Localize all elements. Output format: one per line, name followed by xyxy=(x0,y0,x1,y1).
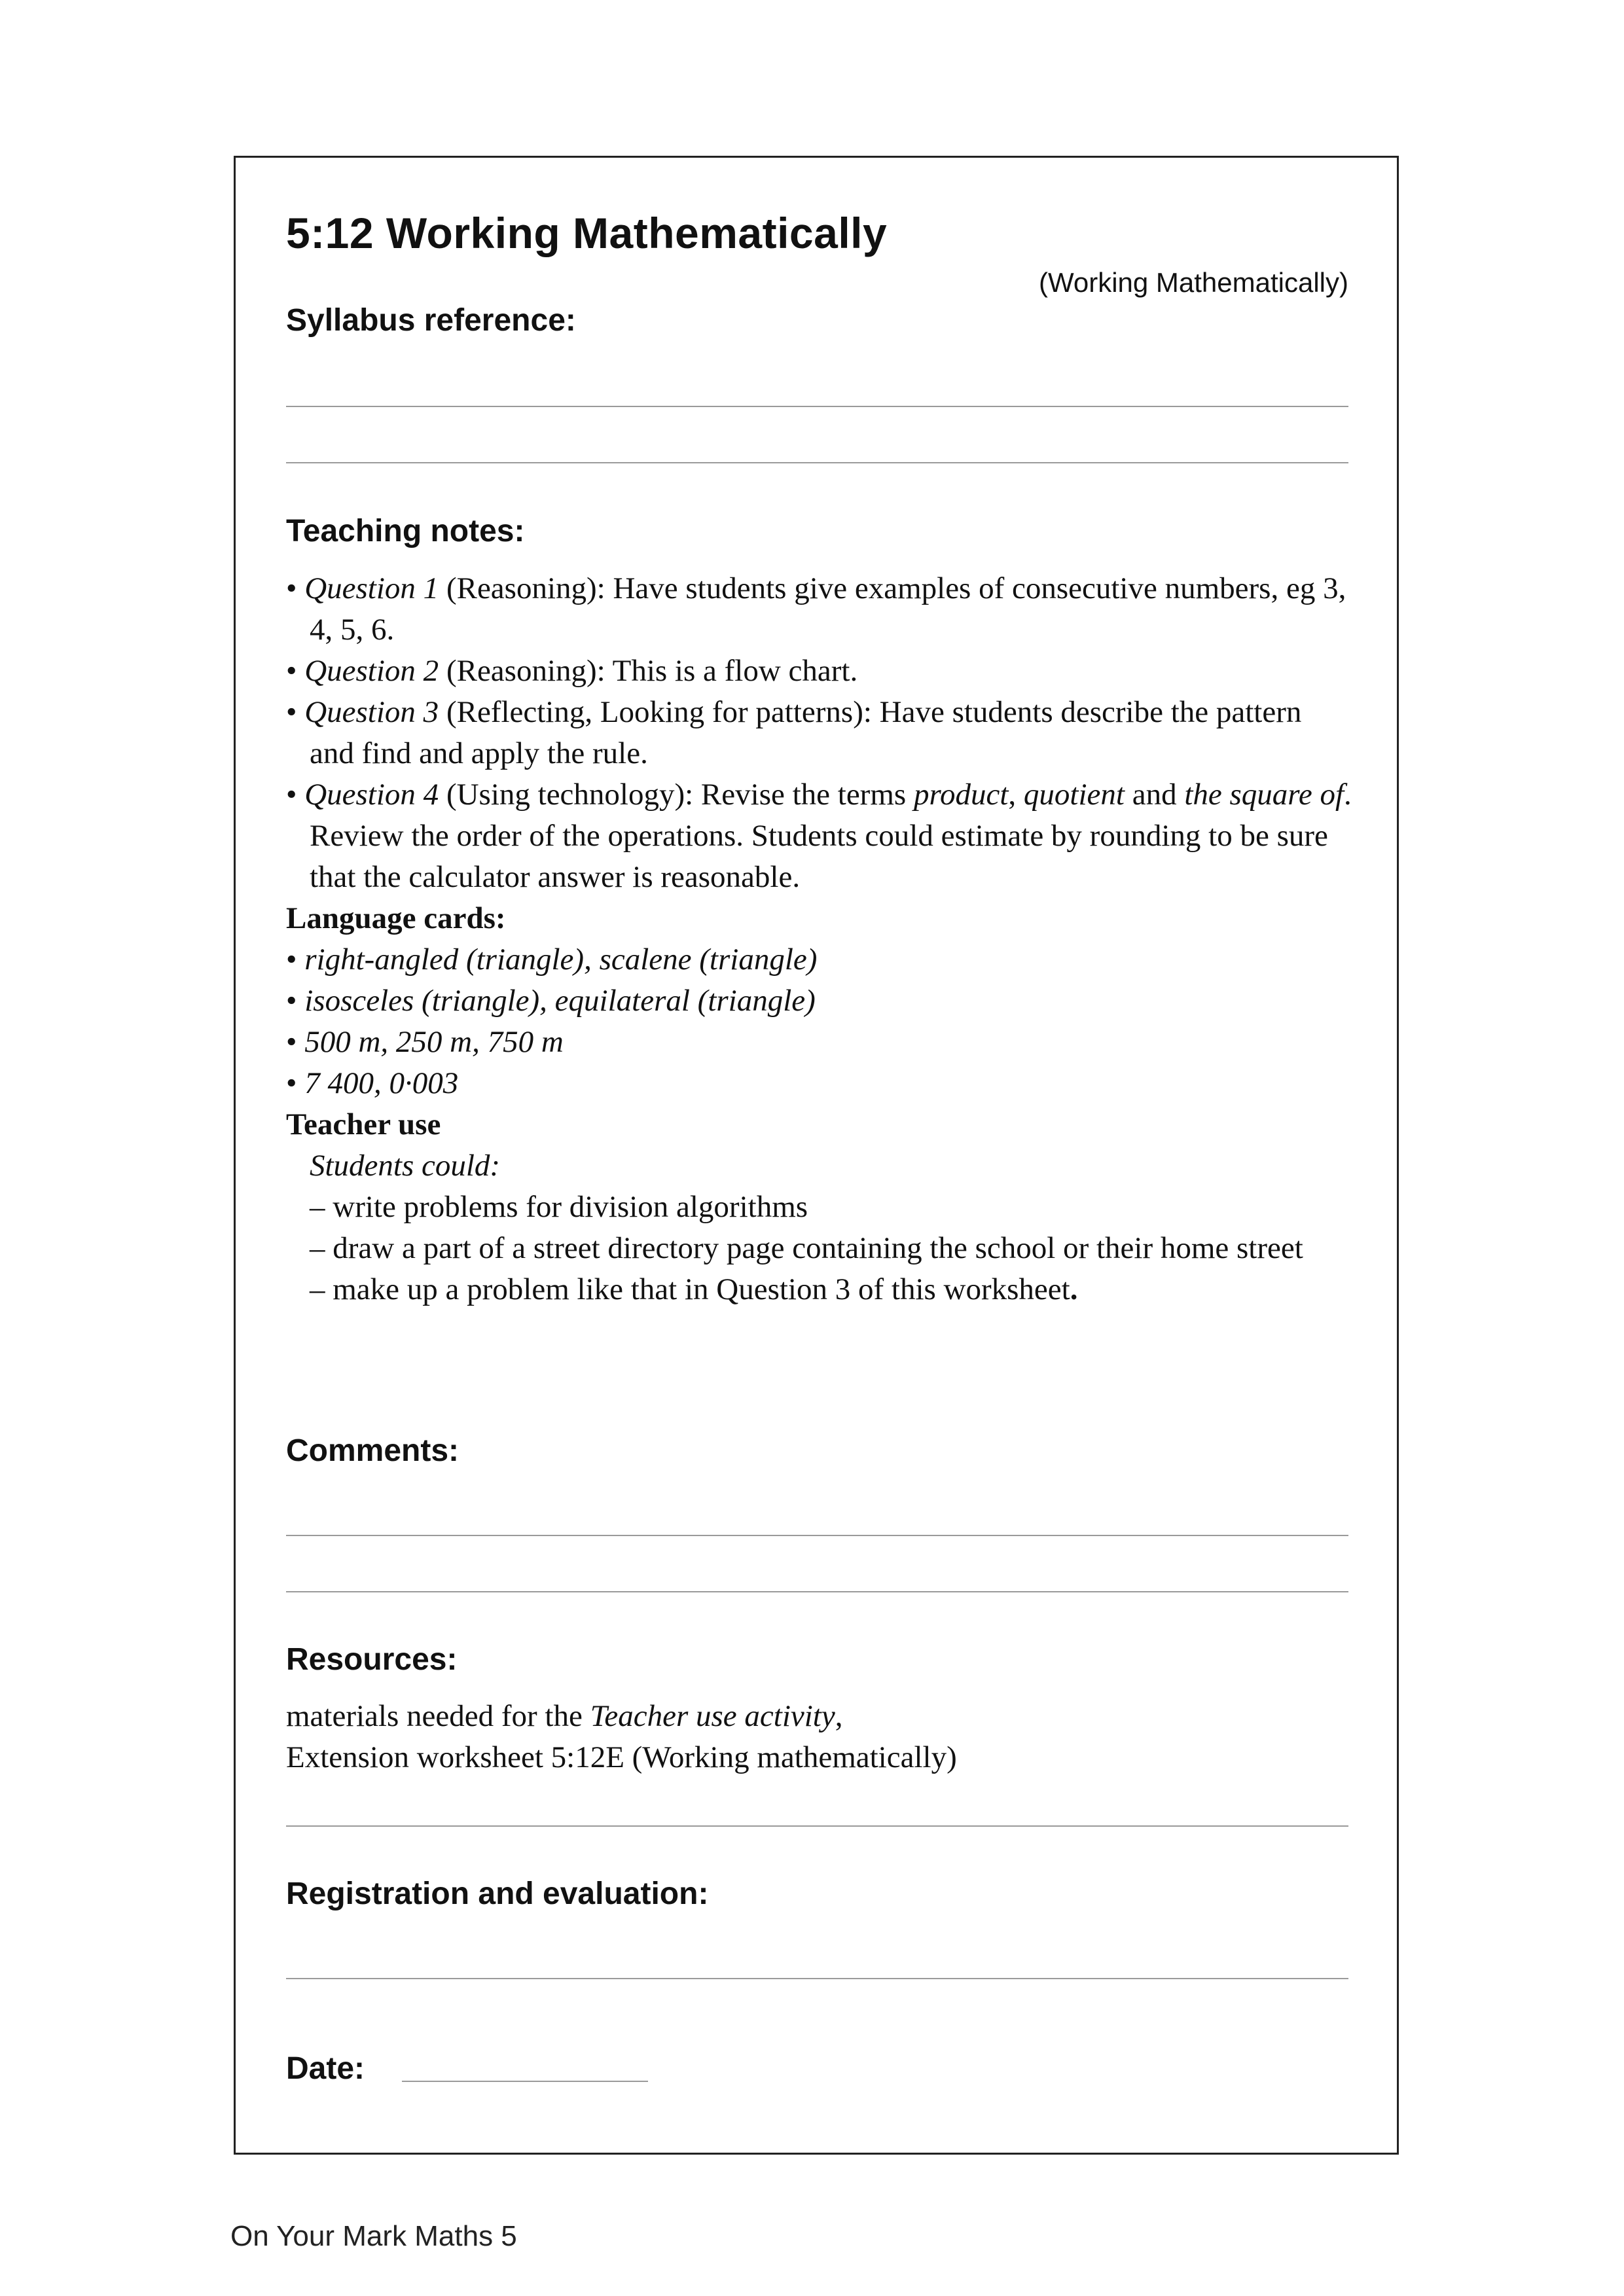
teacher-use-item: – make up a problem like that in Question 3 of this worksheet. xyxy=(310,1272,1078,1306)
syllabus-heading: Syllabus reference: xyxy=(286,303,576,338)
term-sep-2: and xyxy=(1124,778,1185,812)
teacher-use-text: draw a part of a street directory page containing the school or their home street xyxy=(333,1231,1303,1265)
comments-heading: Comments: xyxy=(286,1433,460,1468)
language-card-item: • 7 400, 0·003 xyxy=(286,1066,459,1100)
resources-activity: Teacher use activity xyxy=(590,1699,835,1733)
question-4-text-a: (Using technology): Revise the terms xyxy=(439,778,914,812)
question-2-label: Question 2 xyxy=(304,654,439,688)
resources-text-a: materials needed for the xyxy=(286,1699,590,1733)
term-sep-1: , xyxy=(1008,778,1024,812)
strand-label: (Working Mathematically) xyxy=(1038,267,1348,298)
question-3-label: Question 3 xyxy=(304,695,439,729)
resources-heading: Resources: xyxy=(286,1642,458,1677)
footer: On Your Mark Maths 5 xyxy=(230,2220,517,2252)
language-card-text: right-angled (triangle), scalene (triangle) xyxy=(304,942,818,977)
question-2-text: (Reasoning): This is a flow chart. xyxy=(439,654,858,688)
language-card-item: • 500 m, 250 m, 750 m xyxy=(286,1025,564,1059)
syllabus-line-2 xyxy=(286,462,1348,463)
page-title: 5:12 Working Mathematically xyxy=(286,209,888,257)
comments-line-1 xyxy=(286,1535,1348,1536)
teacher-use-text: write problems for division algorithms xyxy=(333,1190,808,1224)
note-question-3: • Question 3 (Reflecting, Looking for patterns): Have students describe the pattern and find and apply the rule. xyxy=(286,695,1302,770)
date-label: Date: xyxy=(286,2051,365,2086)
note-question-1: • Question 1 (Reasoning): Have students give examples of consecutive numbers, eg 3, 4, 5, 6. xyxy=(286,571,1346,647)
registration-line xyxy=(286,1978,1348,1979)
note-question-2: • Question 2 (Reasoning): This is a flow chart. xyxy=(286,654,858,688)
teacher-use-intro: Students could: xyxy=(310,1149,501,1183)
registration-heading: Registration and evaluation: xyxy=(286,1876,709,1911)
comments-line-2 xyxy=(286,1591,1348,1592)
note-question-4: • Question 4 (Using technology): Revise the terms product, quotient and the square of. Review the order of the operations. Students could estimate by rounding to be sure that the calculator answer is reasonable. xyxy=(286,778,1352,894)
teaching-notes-body xyxy=(286,568,1353,1310)
teacher-use-item: – draw a part of a street directory page containing the school or their home street xyxy=(310,1231,1303,1265)
teacher-use-heading: Teacher use xyxy=(286,1107,441,1141)
question-1-text: (Reasoning): Have students give examples of consecutive numbers, eg 3, 4, 5, 6. xyxy=(310,571,1346,647)
term-product: product xyxy=(913,778,1009,812)
resources-line xyxy=(286,1825,1348,1827)
resources-line-1 xyxy=(286,1696,1353,1737)
resources-line-2: Extension worksheet 5:12E (Working mathematically) xyxy=(286,1740,957,1774)
language-card-text: isosceles (triangle), equilateral (triangle) xyxy=(304,984,816,1018)
question-4-label: Question 4 xyxy=(304,778,439,812)
teacher-use-text: make up a problem like that in Question 3 of this worksheet xyxy=(333,1272,1070,1306)
term-quotient: quotient xyxy=(1023,778,1125,812)
language-card-item: • isosceles (triangle), equilateral (triangle) xyxy=(286,984,816,1018)
question-3-text: (Reflecting, Looking for patterns): Have students describe the pattern and find and apply the rule. xyxy=(310,695,1302,770)
language-cards-heading: Language cards: xyxy=(286,901,506,935)
resources-body xyxy=(286,1696,1353,1778)
syllabus-line-1 xyxy=(286,406,1348,407)
date-field-line xyxy=(402,2081,648,2082)
final-period: . xyxy=(1070,1272,1078,1306)
teaching-notes-heading: Teaching notes: xyxy=(286,514,525,548)
language-card-text: 7 400, 0·003 xyxy=(304,1066,459,1100)
teacher-use-item: – write problems for division algorithms xyxy=(310,1190,808,1224)
question-4-text-b: . Review the order of the operations. Students could estimate by rounding to be sure that the calculator answer is reasonable. xyxy=(310,778,1352,894)
term-square-of: the square of xyxy=(1184,778,1344,812)
language-card-text: 500 m, 250 m, 750 m xyxy=(304,1025,564,1059)
language-card-item: • right-angled (triangle), scalene (triangle) xyxy=(286,942,818,977)
question-1-label: Question 1 xyxy=(304,571,439,605)
resources-text-b: , xyxy=(835,1699,843,1733)
